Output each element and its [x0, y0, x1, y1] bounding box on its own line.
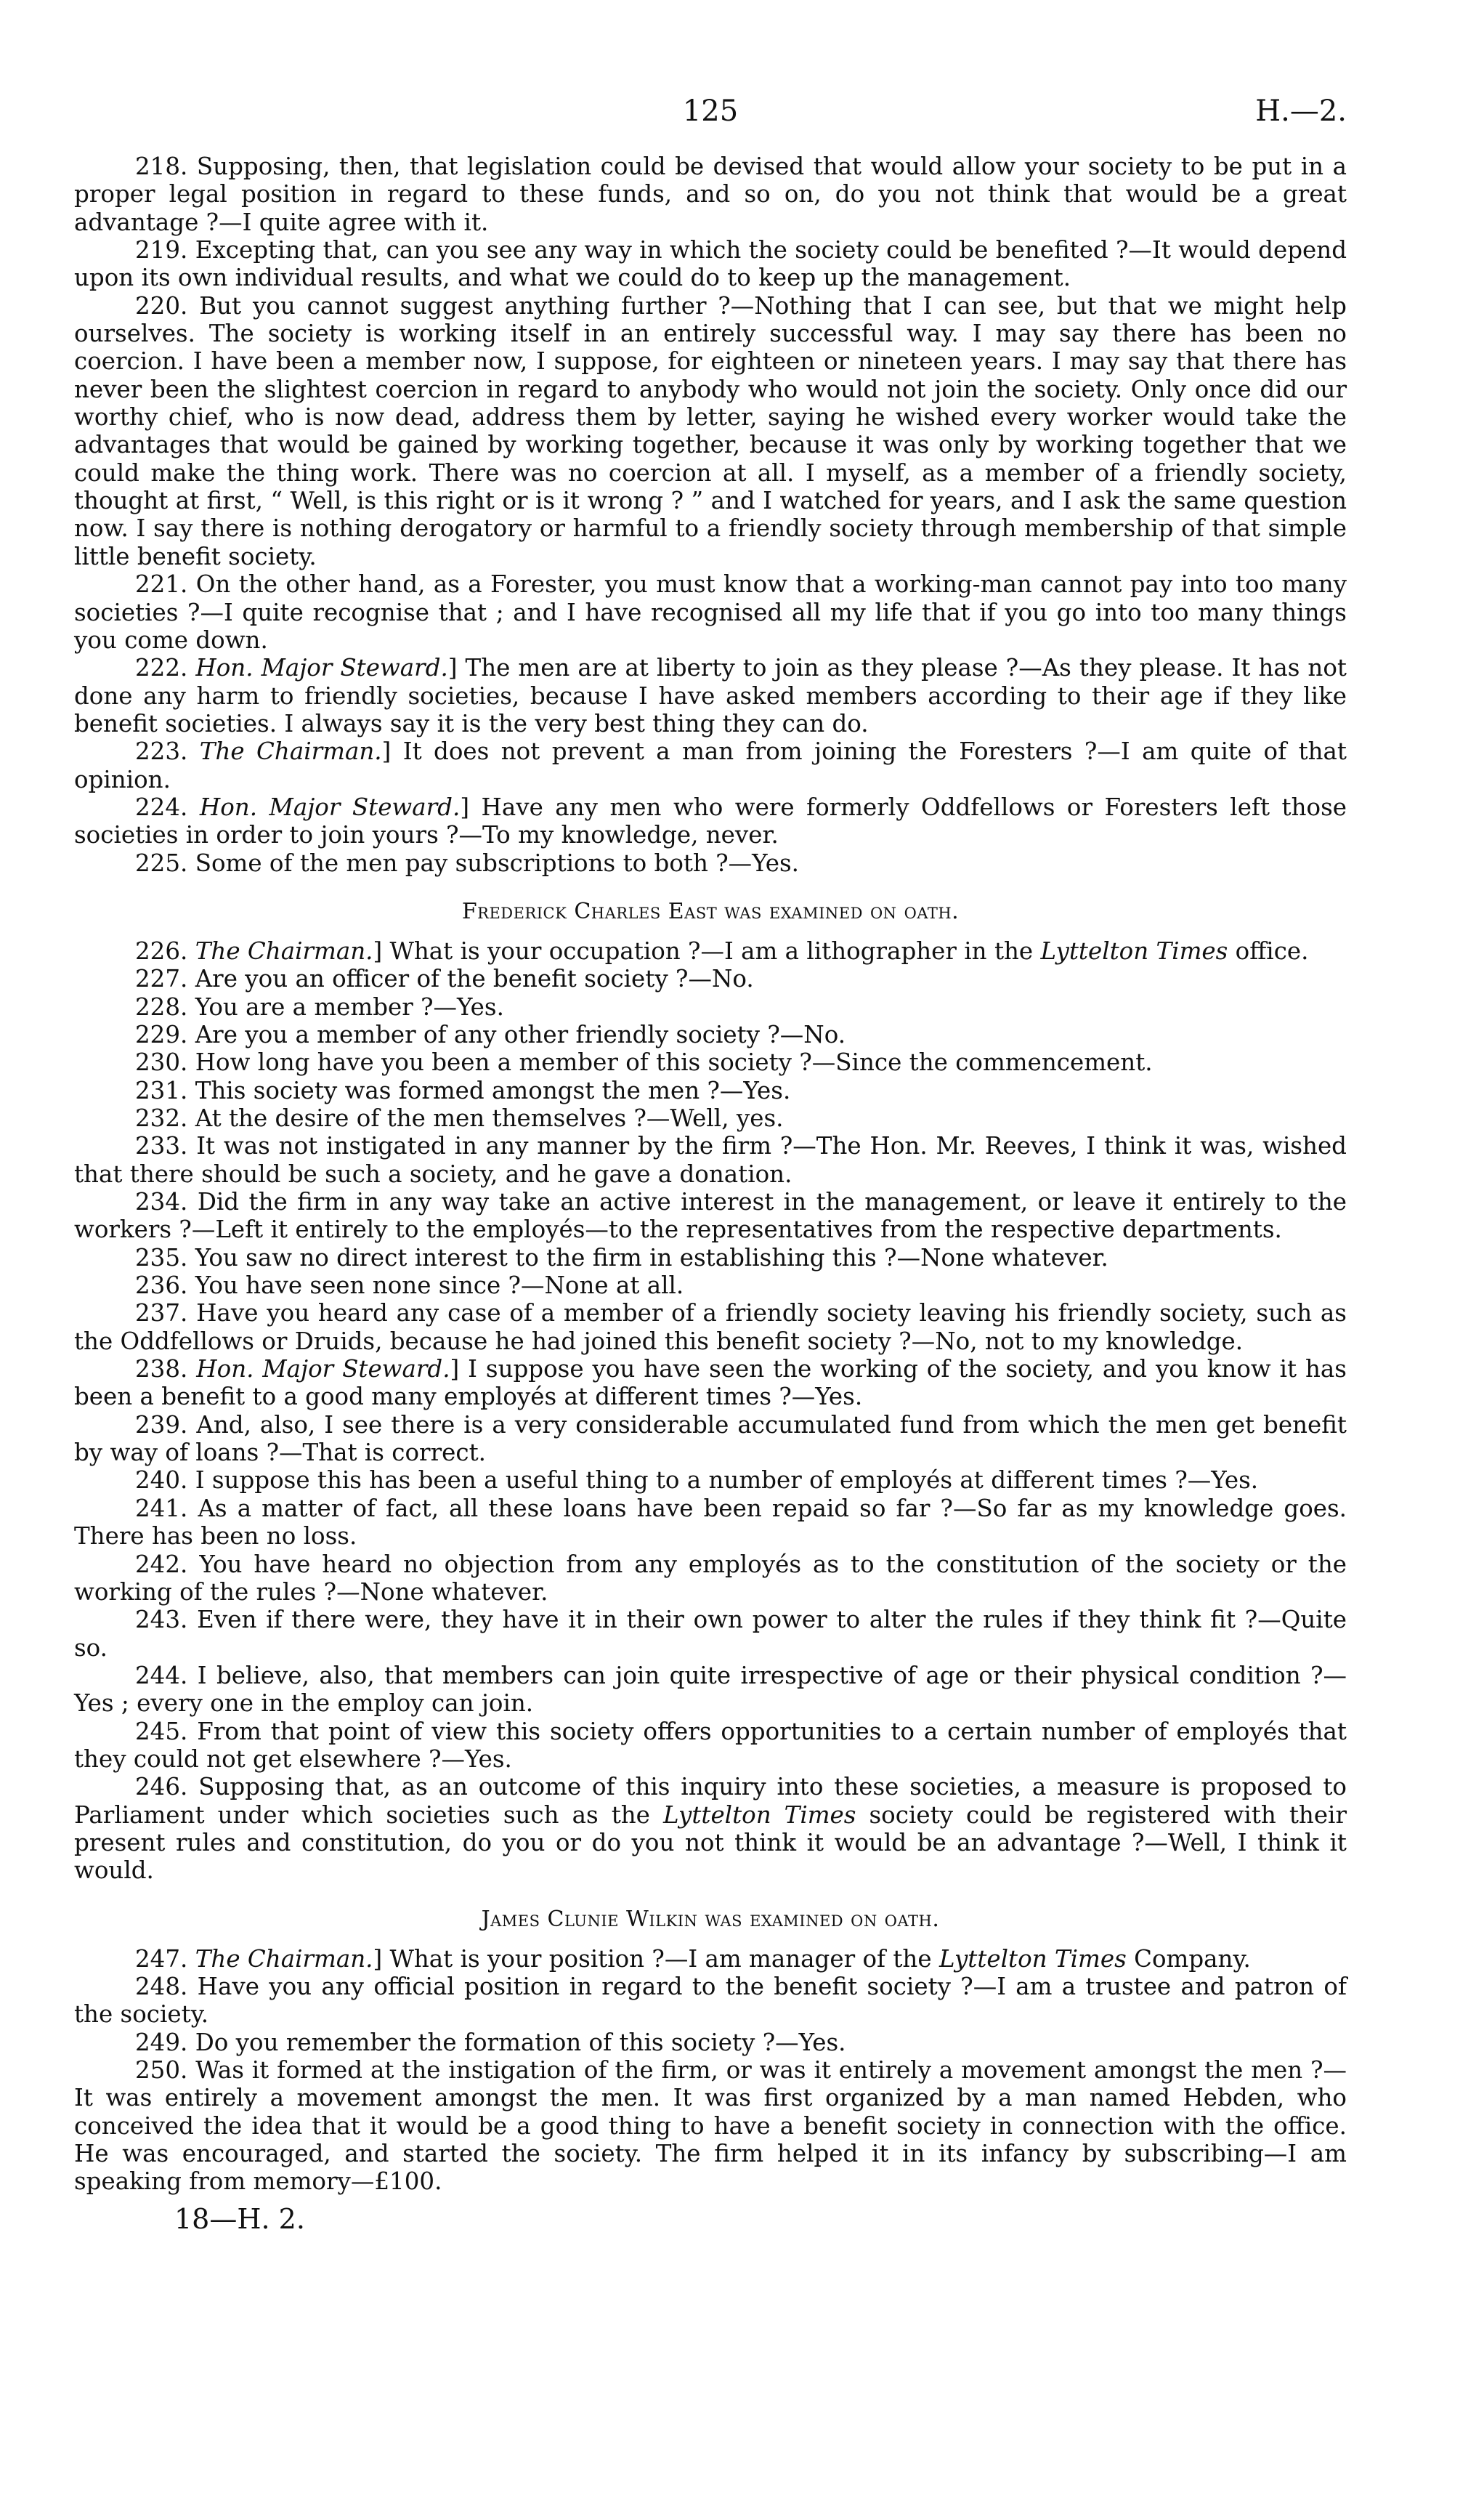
paragraph-text: ] It does not prevent a man from joining the Foresters ?—I am quite of that opinion. — [74, 737, 1347, 793]
question-paragraph — [74, 1973, 1347, 2029]
paragraph-text: 245. From that point of view this society offers opportunities to a certain number of employés that they could not get elsewhere ?—Yes. — [74, 1717, 1347, 1773]
italic-title: Lyttelton Times — [662, 1800, 856, 1829]
witness-heading: James Clunie Wilkin was examined on oath. — [481, 1906, 940, 1932]
question-number: 238. — [135, 1355, 188, 1383]
question-paragraph — [74, 292, 1347, 570]
question-paragraph — [74, 1104, 1347, 1132]
paragraph-text: 221. On the other hand, as a Forester, you must know that a working-man cannot pay into too many societies ?—I quite recognise that ; and I have recognised all my life that if you go into too many things you come down. — [74, 570, 1347, 654]
speaker-name: Hon. Major Steward. — [199, 793, 461, 821]
paragraph-text: 231. This society was formed amongst the men ?—Yes. — [135, 1076, 791, 1104]
paragraph-text: 250. Was it formed at the instigation of the firm, or was it entirely a movement amongst the men ?—It was entirely a movement amongst the men. It was first organized by a man named Hebden, who conceived the idea that it would be a good thing to have a benefit society in connection with the office. He was encouraged, and started the society. The firm helped it in its infancy by subscribing—I am speaking from memory—£100. — [74, 2056, 1347, 2196]
paragraph-text: 242. You have heard no objection from any employés as to the constitution of the society or the working of the rules ?—None whatever. — [74, 1550, 1347, 1606]
italic-title: Lyttelton Times — [938, 1944, 1127, 1973]
document-page — [74, 94, 1347, 2235]
paragraph-text: 225. Some of the men pay subscriptions to both ?—Yes. — [135, 849, 800, 877]
question-paragraph — [74, 1132, 1347, 1188]
question-paragraph — [74, 2056, 1347, 2196]
question-paragraph — [74, 2029, 1347, 2056]
document-reference: H.—2. — [1255, 94, 1347, 128]
question-number: 246. — [135, 1773, 188, 1801]
paragraph-text: office. — [1228, 937, 1309, 965]
paragraph-text: 230. How long have you been a member of this society ?—Since the commencement. — [135, 1048, 1153, 1077]
question-paragraph — [74, 1021, 1347, 1048]
paragraph-text: ] Have any men who were formerly Oddfellows or Foresters left those societies in order to join yours ?—To my knowledge, never. — [74, 793, 1347, 849]
paragraph-text: 227. Are you an officer of the benefit society ?—No. — [135, 965, 754, 993]
paragraph-text: 244. I believe, also, that members can join quite irrespective of age or their physical condition ?—Yes ; every one in the employ can join. — [74, 1661, 1347, 1718]
question-paragraph — [74, 1945, 1347, 1973]
question-paragraph — [74, 1466, 1347, 1494]
paragraph-text: 228. You are a member ?—Yes. — [135, 993, 504, 1021]
question-paragraph — [74, 737, 1347, 793]
paragraph-text: 243. Even if there were, they have it in their own power to alter the rules if they think fit ?—Quite so. — [74, 1606, 1347, 1662]
paragraph-text: ] I suppose you have seen the working of the society, and you know it has been a benefit to a good many employés at different times ?—Yes. — [74, 1355, 1347, 1411]
question-number: 226. — [135, 937, 188, 965]
question-paragraph — [74, 654, 1347, 737]
paragraph-text: 220. But you cannot suggest anything further ?—Nothing that I can see, but that we might help ourselves. The society is working itself in an entirely successful way. I may say there has been no coercion. I have been a member now, I suppose, for eighteen or nineteen years. I may say that there has never been the slightest coercion in regard to anybody who would not join the society. Only once did our worthy chief, who is now dead, address them by letter, saying he wished every worker would take the advantages that would be gained by working together, because it was only by working together that we could make the thing work. There was no coercion at all. I myself, as a member of a friendly society, thought at first, “ Well, is this right or is it wrong ? ” and I watched for years, and I ask the same question now. I say there is nothing derogatory or harmful to a friendly society through membership of that simple little benefit society. — [74, 291, 1347, 570]
paragraph-text: Supposing that, as an outcome of this inquiry into these societies, a measure is proposed to Parliament under which societies such as the — [74, 1773, 1347, 1829]
italic-title: Lyttelton Times — [1040, 937, 1228, 965]
speaker-name: Hon. Major Steward. — [195, 654, 448, 682]
paragraph-text: 248. Have you any official position in regard to the benefit society ?—I am a trustee and patron of the society. — [74, 1972, 1347, 2029]
paragraph-text: 232. At the desire of the men themselves ?—Well, yes. — [135, 1104, 784, 1132]
page-number: 125 — [682, 94, 739, 128]
question-paragraph — [74, 1188, 1347, 1244]
paragraph-text: 241. As a matter of fact, all these loans have been repaid so far ?—So far as my knowledge goes. There has been no loss. — [74, 1494, 1347, 1551]
paragraph-text: 219. Excepting that, can you see any way in which the society could be benefited ?—It would depend upon its own individual results, and what we could do to keep up the management. — [74, 236, 1347, 292]
page-body — [74, 153, 1347, 2196]
question-paragraph — [74, 965, 1347, 993]
question-number: 222. — [135, 654, 188, 682]
page-footer-signature: 18—H. 2. — [174, 2202, 305, 2235]
question-number: 223. — [135, 737, 188, 766]
question-paragraph — [74, 1244, 1347, 1272]
question-number: 224. — [135, 793, 188, 821]
question-number: 247. — [135, 1944, 188, 1973]
question-paragraph — [74, 1299, 1347, 1355]
paragraph-text: 234. Did the firm in any way take an active interest in the management, or leave it entirely to the workers ?—Left it entirely to the employés—to the representatives from the respective departments. — [74, 1188, 1347, 1244]
paragraph-text: 233. It was not instigated in any manner by the firm ?—The Hon. Mr. Reeves, I think it was, wished that there should be such a society, and he gave a donation. — [74, 1132, 1347, 1188]
question-paragraph — [74, 1662, 1347, 1718]
paragraph-text: Company. — [1126, 1944, 1251, 1973]
speaker-name: The Chairman. — [199, 737, 382, 766]
paragraph-text: ] What is your position ?—I am manager of the — [373, 1944, 939, 1973]
question-paragraph — [74, 1355, 1347, 1411]
question-paragraph — [74, 1606, 1347, 1662]
paragraph-text: 229. Are you a member of any other friendly society ?—No. — [135, 1020, 846, 1048]
speaker-name: The Chairman. — [195, 1944, 373, 1973]
paragraph-text: 239. And, also, I see there is a very considerable accumulated fund from which the men get benefit by way of loans ?—That is correct. — [74, 1410, 1347, 1467]
question-paragraph — [74, 1077, 1347, 1104]
witness-heading: Frederick Charles East was examined on oath. — [461, 898, 960, 924]
question-paragraph — [74, 1048, 1347, 1076]
paragraph-text: ] The men are at liberty to join as they please ?—As they please. It has not done any harm to friendly societies, because I have asked members according to their age if they like benefit societies. I always say it is the very best thing they can do. — [74, 654, 1347, 737]
question-paragraph — [74, 1495, 1347, 1551]
question-paragraph — [74, 1718, 1347, 1774]
question-paragraph — [74, 1551, 1347, 1606]
question-paragraph — [74, 849, 1347, 877]
paragraph-text: society could be registered with their present rules and constitution, do you or do you not think it would be an advantage ?—Well, I think it would. — [74, 1800, 1347, 1885]
page-header — [74, 94, 1347, 153]
paragraph-text: 240. I suppose this has been a useful thing to a number of employés at different times ?—Yes. — [135, 1466, 1259, 1495]
question-paragraph — [74, 1272, 1347, 1299]
paragraph-text: 237. Have you heard any case of a member of a friendly society leaving his friendly society, such as the Oddfellows or Druids, because he had joined this benefit society ?—No, not to my knowledge. — [74, 1299, 1347, 1355]
speaker-name: The Chairman. — [195, 937, 373, 965]
question-paragraph — [74, 1411, 1347, 1467]
paragraph-text: ] What is your occupation ?—I am a lithographer in the — [373, 937, 1041, 965]
question-paragraph — [74, 793, 1347, 849]
paragraph-text: 235. You saw no direct interest to the firm in establishing this ?—None whatever. — [135, 1243, 1108, 1272]
question-paragraph — [74, 153, 1347, 236]
paragraph-text: 236. You have seen none since ?—None at all. — [135, 1272, 684, 1300]
question-paragraph — [74, 570, 1347, 654]
paragraph-text: 218. Supposing, then, that legislation could be devised that would allow your society to be put in a proper legal position in regard to these funds, and so on, do you not think that would be a great advantage ?—I quite agree with it. — [74, 153, 1347, 236]
question-paragraph — [74, 937, 1347, 965]
question-paragraph — [74, 236, 1347, 292]
speaker-name: Hon. Major Steward. — [196, 1355, 450, 1383]
paragraph-text: 249. Do you remember the formation of this society ?—Yes. — [135, 2028, 846, 2056]
question-paragraph — [74, 1773, 1347, 1884]
question-paragraph — [74, 993, 1347, 1021]
